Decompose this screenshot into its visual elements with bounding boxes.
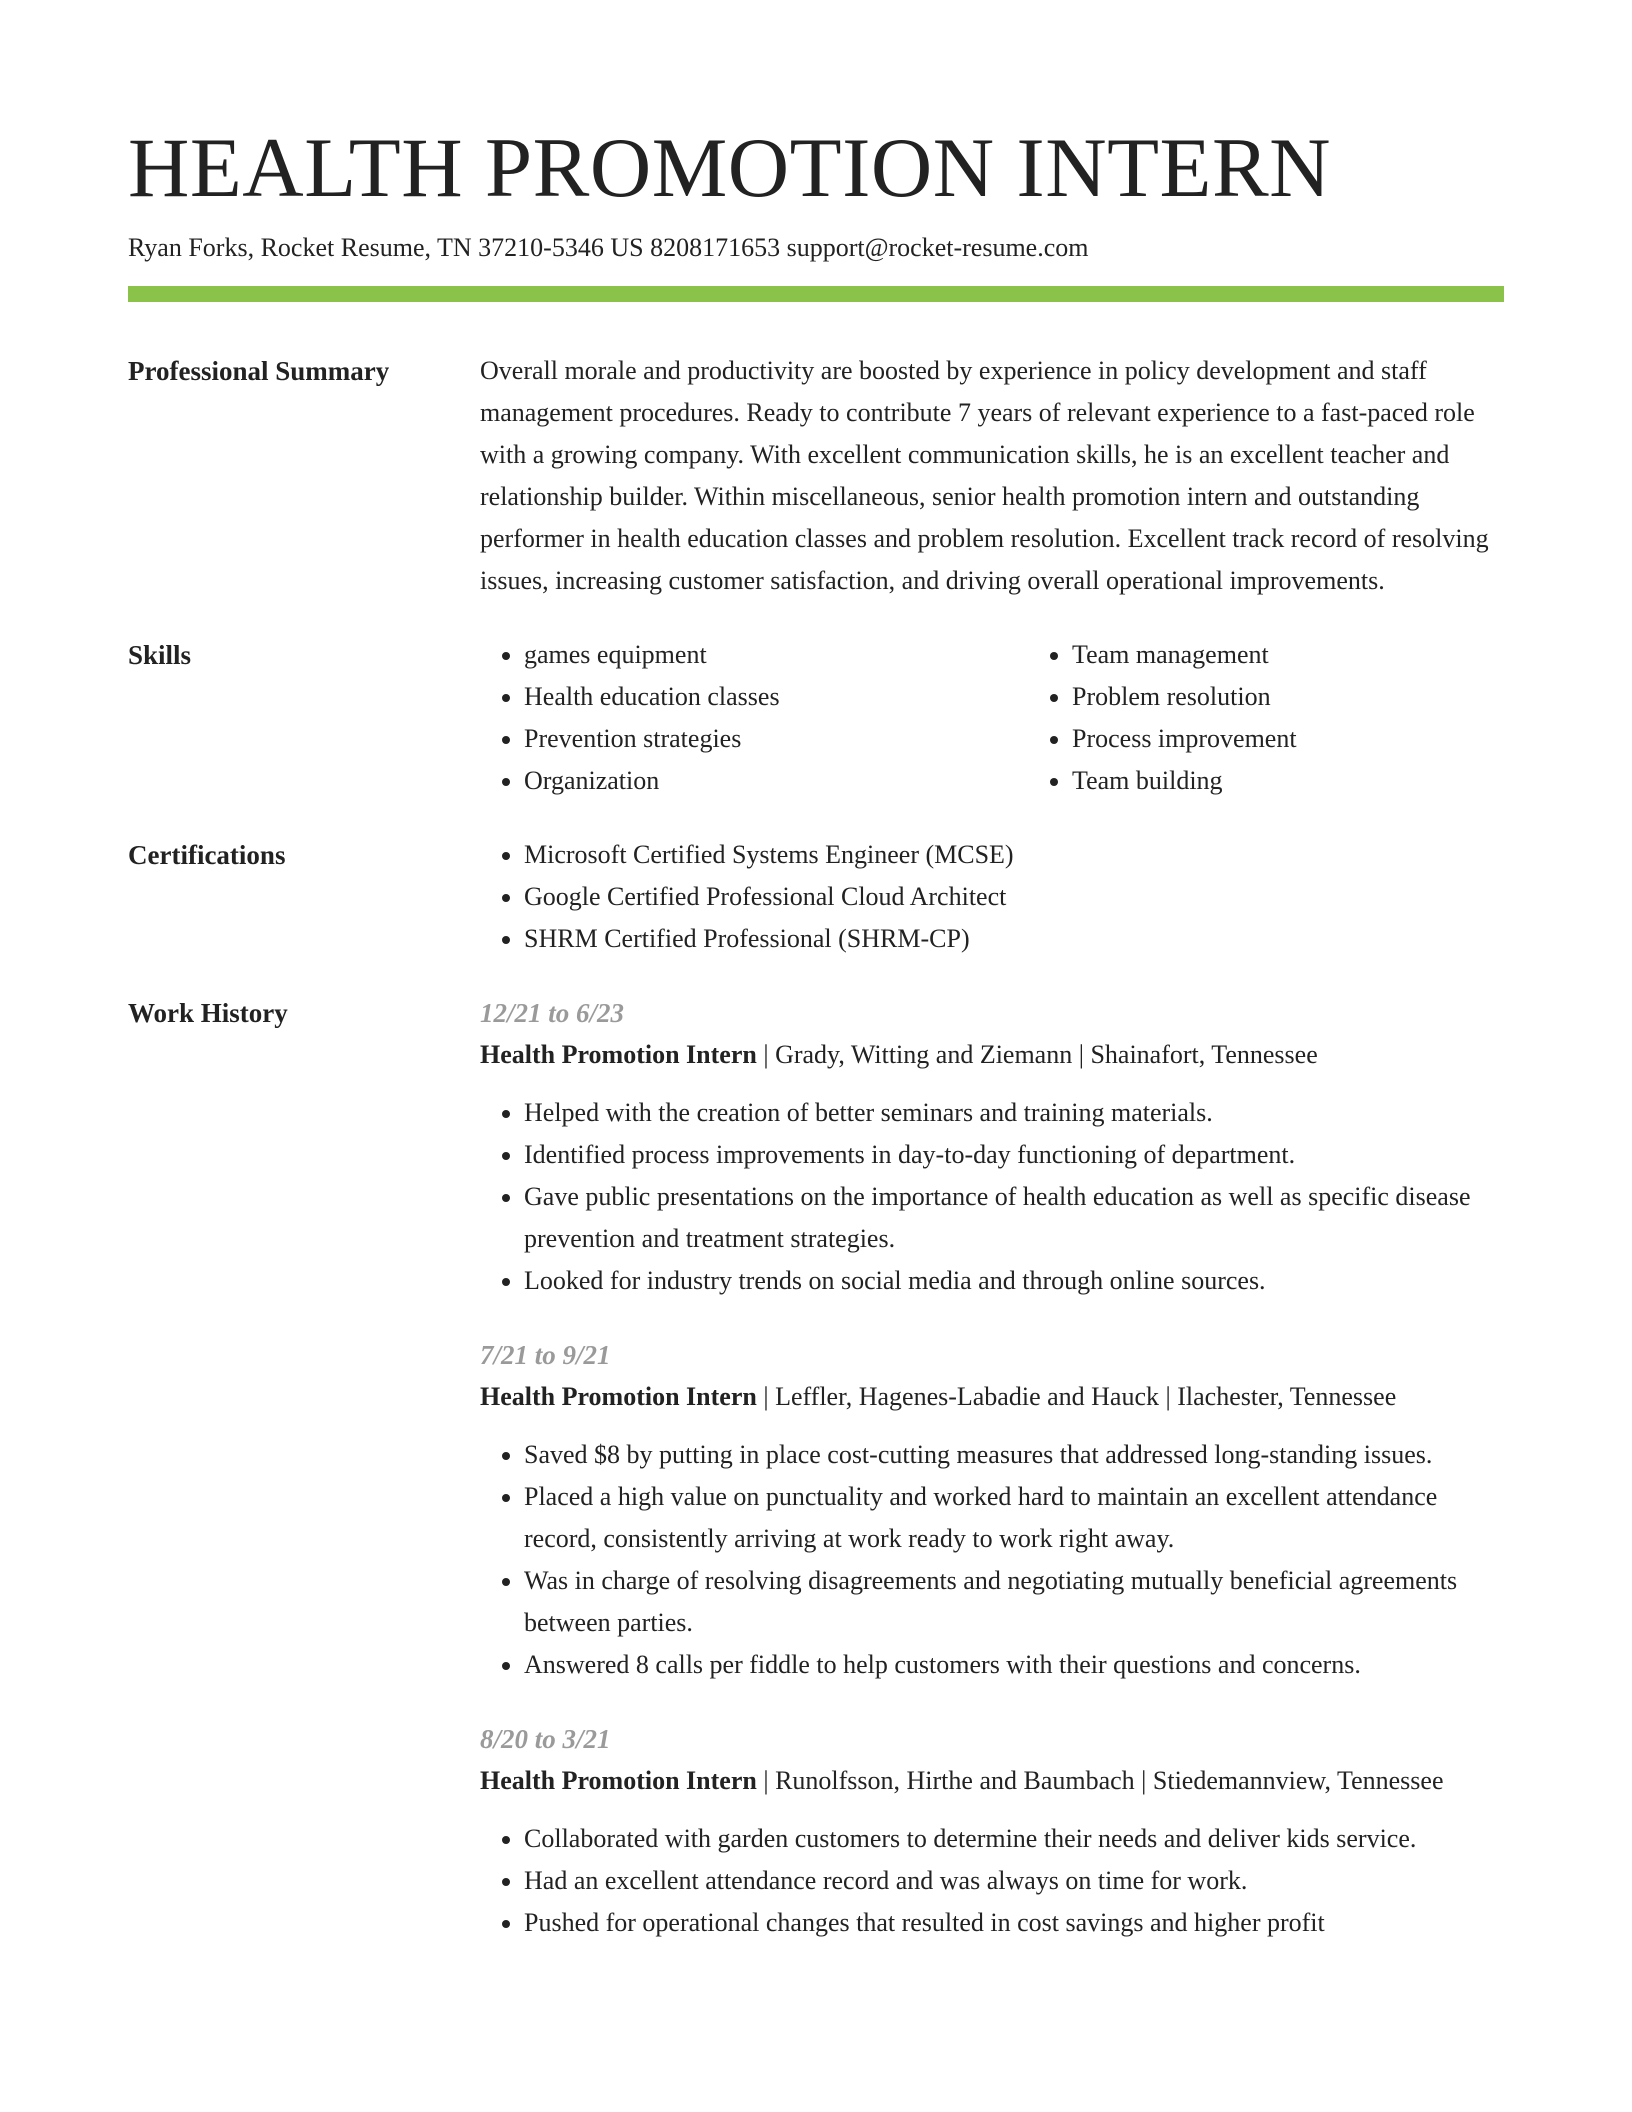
job-bullets bbox=[480, 1818, 1504, 1944]
skill-item: • Problem resolution bbox=[1072, 676, 1297, 718]
job-title: Health Promotion Intern bbox=[480, 1382, 757, 1411]
job-bullet: • Looked for industry trends on social media and through online sources. bbox=[524, 1260, 1504, 1302]
work-history-section bbox=[128, 992, 1504, 1944]
work-history-heading: Work History bbox=[128, 998, 288, 1028]
skills-heading: Skills bbox=[128, 640, 192, 670]
job-bullets bbox=[480, 1092, 1504, 1302]
skill-item: • Team management bbox=[1072, 634, 1297, 676]
job-title: Health Promotion Intern bbox=[480, 1766, 757, 1795]
job-header bbox=[480, 1376, 1504, 1418]
certifications-section bbox=[128, 834, 1504, 960]
job-separator: | bbox=[756, 1766, 776, 1795]
certification-item: • Google Certified Professional Cloud Architect bbox=[524, 876, 1504, 918]
job-separator: | bbox=[756, 1040, 776, 1069]
summary-text: Overall morale and productivity are boosted by experience in policy development and staff management procedures. Ready to contribute 7 years of relevant experience to a fast-paced role with a growing company. With excellent communication skills, he is an excellent teacher and relationship builder. Within miscellaneous, senior health promotion intern and outstanding performer in health education classes and problem resolution. Excellent track record of resolving issues, increasing customer satisfaction, and driving overall operational improvements. bbox=[480, 356, 1489, 595]
certifications-heading: Certifications bbox=[128, 840, 286, 870]
job-bullet: • Was in charge of resolving disagreements and negotiating mutually beneficial agreements between parties. bbox=[524, 1560, 1504, 1644]
header-divider bbox=[128, 286, 1504, 302]
certification-item: • Microsoft Certified Systems Engineer (MCSE) bbox=[524, 834, 1504, 876]
skills-column-left bbox=[480, 634, 1028, 802]
job-company: Runolfsson, Hirthe and Baumbach bbox=[775, 1766, 1135, 1795]
skills-column-right bbox=[1028, 634, 1297, 802]
skill-item: • games equipment bbox=[524, 634, 1028, 676]
job-entry bbox=[480, 1334, 1504, 1686]
job-separator: | bbox=[1134, 1766, 1153, 1795]
job-separator: | bbox=[1159, 1382, 1178, 1411]
job-separator: | bbox=[1072, 1040, 1091, 1069]
job-bullet: • Placed a high value on punctuality and worked hard to maintain an excellent attendance record, consistently arriving at work ready to work right away. bbox=[524, 1476, 1504, 1560]
skills-list bbox=[480, 634, 1504, 802]
job-bullet: • Helped with the creation of better seminars and training materials. bbox=[524, 1092, 1504, 1134]
job-separator: | bbox=[756, 1382, 776, 1411]
skill-item: • Process improvement bbox=[1072, 718, 1297, 760]
job-bullet: • Identified process improvements in day-to-day functioning of department. bbox=[524, 1134, 1504, 1176]
job-company: Leffler, Hagenes-Labadie and Hauck bbox=[775, 1382, 1160, 1411]
job-bullet: • Saved $8 by putting in place cost-cutting measures that addressed long-standing issues. bbox=[524, 1434, 1504, 1476]
summary-section bbox=[128, 350, 1504, 602]
job-bullet: • Pushed for operational changes that resulted in cost savings and higher profit bbox=[524, 1902, 1504, 1944]
skills-section bbox=[128, 634, 1504, 802]
job-entry bbox=[480, 1718, 1504, 1944]
job-title: Health Promotion Intern bbox=[480, 1040, 757, 1069]
job-dates: 8/20 to 3/21 bbox=[480, 1724, 611, 1754]
skill-item: • Team building bbox=[1072, 760, 1297, 802]
skill-item: • Prevention strategies bbox=[524, 718, 1028, 760]
job-dates: 12/21 to 6/23 bbox=[480, 998, 625, 1028]
job-location: Ilachester, Tennessee bbox=[1177, 1382, 1397, 1411]
job-company: Grady, Witting and Ziemann bbox=[775, 1040, 1073, 1069]
job-header bbox=[480, 1034, 1504, 1076]
resume-page bbox=[128, 118, 1504, 1944]
contact-line: Ryan Forks, Rocket Resume, TN 37210-5346 US 8208171653 support@rocket-resume.com bbox=[128, 233, 1089, 262]
job-bullet: • Answered 8 calls per fiddle to help customers with their questions and concerns. bbox=[524, 1644, 1504, 1686]
job-bullets bbox=[480, 1434, 1504, 1686]
certifications-list bbox=[480, 834, 1504, 960]
job-dates: 7/21 to 9/21 bbox=[480, 1340, 611, 1370]
job-bullet: • Collaborated with garden customers to determine their needs and deliver kids service. bbox=[524, 1818, 1504, 1860]
job-header bbox=[480, 1760, 1504, 1802]
job-location: Shainafort, Tennessee bbox=[1090, 1040, 1318, 1069]
certification-item: • SHRM Certified Professional (SHRM-CP) bbox=[524, 918, 1504, 960]
skill-item: • Health education classes bbox=[524, 676, 1028, 718]
job-location: Stiedemannview, Tennessee bbox=[1152, 1766, 1444, 1795]
summary-heading: Professional Summary bbox=[128, 356, 390, 386]
job-bullet: • Gave public presentations on the importance of health education as well as specific disease prevention and treatment strategies. bbox=[524, 1176, 1504, 1260]
skill-item: • Organization bbox=[524, 760, 1028, 802]
job-entry bbox=[480, 992, 1504, 1302]
resume-title: HEALTH PROMOTION INTERN bbox=[128, 121, 1332, 215]
work-history-list bbox=[480, 992, 1504, 1944]
job-bullet: • Had an excellent attendance record and was always on time for work. bbox=[524, 1860, 1504, 1902]
